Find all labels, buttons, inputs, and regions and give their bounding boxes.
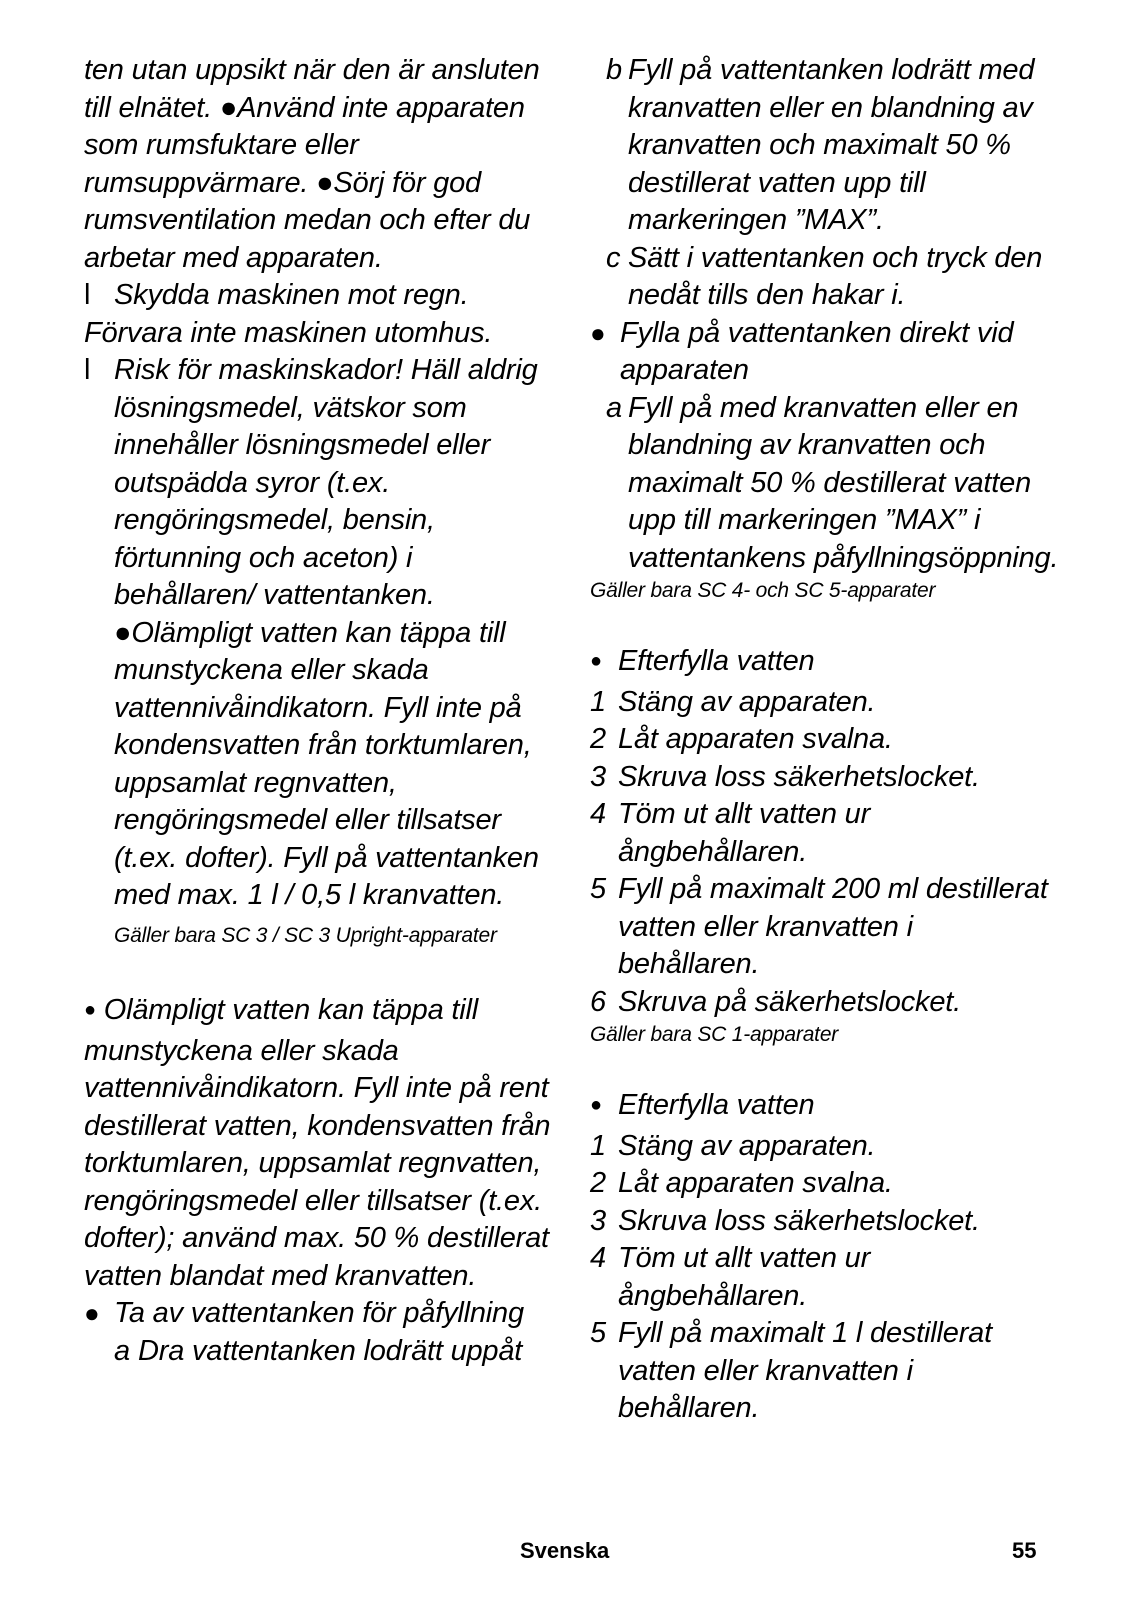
step-text: Skruva på säkerhetslocket. [618,985,961,1018]
bullet-icon: ● [590,1094,602,1116]
remove-tank-item [84,1295,554,1333]
step-row [590,759,1060,797]
sub-step-marker: a [606,391,622,424]
refill-steps [590,684,1060,1022]
bullet-icon: ● [84,1298,100,1328]
rain-item [84,277,554,315]
step-row [590,1165,1060,1203]
step-number: 5 [590,1317,606,1349]
step-text: Töm ut allt vatten ur ångbehållaren. [618,798,871,868]
step-number: 6 [590,985,606,1018]
risk-text [114,352,554,954]
direct-fill-text: Fylla på vattentanken direkt vid apparaten [620,316,1014,386]
list-marker: l [84,354,91,386]
risk-note: Gäller bara SC 3 / SC 3 Upright-apparater [114,923,497,947]
remove-tank-text: Ta av vattentanken för påfyllning [114,1297,524,1329]
bullet-icon: ● [590,317,606,348]
direct-fill-item [590,315,1060,390]
step-row [590,984,1060,1022]
risk-item [84,352,554,954]
refill-steps [590,1128,1060,1428]
safety-paragraph: ten utan uppsikt när den är ansluten till elnätet. ●Använd inte apparaten som rumsfuktare eller rumsuppvärmare. ●Sörj för god rumsventilation medan och efter du arbetar med apparaten. [84,54,540,274]
refill-heading [590,1087,1060,1128]
sub-step-text: Fyll på vattentanken lodrätt med kranvatten eller en blandning av kranvatten och maximalt 50 % destillerat vatten upp till markeringen ”MAX”. [628,54,1035,236]
step-text: Låt apparaten svalna. [618,723,893,755]
sub-step-marker: b [606,54,622,86]
rain-text: Skydda maskinen mot regn. [114,279,469,311]
refill-title: Efterfylla vatten [618,1089,815,1121]
model-note: Gäller bara SC 4- och SC 5-apparater [590,579,936,602]
sub-step-c [590,240,1060,315]
step-row [590,684,1060,722]
step-row [590,1240,1060,1315]
bullet-icon: ● [84,999,96,1021]
step-text: Fyll på maximalt 200 ml destillerat vatten eller kranvatten i behållaren. [618,873,1048,980]
water-text: Olämpligt vatten kan täppa till munstyckena eller skada vattennivåindikatorn. Fyll inte på rent destillerat vatten, kondensvatten från torktumlaren, uppsamlat regnvatten, rengöringsmedel eller tillsatser (t.ex. dofter); använd max. 50 % destillerat vatten blandat med kranvatten. [84,994,551,1292]
step-text: Stäng av apparaten. [618,685,876,718]
step-text: Låt apparaten svalna. [618,1167,893,1199]
step-number: 4 [590,798,606,830]
step-text: Töm ut allt vatten ur ångbehållaren. [618,1242,871,1312]
sub-step-b [590,52,1060,240]
step-row [590,796,1060,871]
step-row [590,1203,1060,1241]
refill-title: Efterfylla vatten [618,645,815,677]
step-number: 1 [590,1129,606,1162]
step-number: 4 [590,1242,606,1274]
step-row [590,1128,1060,1166]
list-marker: l [84,279,91,311]
step-number: 2 [590,723,606,755]
sub-step-a2 [590,390,1060,578]
sub-step-a [84,1333,554,1371]
sub-step-marker: c [606,241,621,274]
step-text: Stäng av apparaten. [618,1129,876,1162]
page-number: 55 [1012,1538,1037,1563]
step-row [590,871,1060,984]
step-text: Skruva loss säkerhetslocket. [618,760,980,793]
storage-paragraph: Förvara inte maskinen utomhus. [84,316,493,349]
step-row [590,721,1060,759]
footer-language: Svenska [520,1538,610,1563]
step-number: 1 [590,685,606,718]
sub-step-marker: a [114,1334,130,1367]
step-text: Skruva loss säkerhetslocket. [618,1204,980,1237]
sub-step-text: Sätt i vattentanken och tryck den nedåt tills den hakar i. [628,241,1043,311]
water-paragraph [84,992,554,1295]
step-number: 3 [590,1204,606,1237]
risk-body: Risk för maskinskador! Häll aldrig lösningsmedel, vätskor som innehåller lösningsmedel eller outspädda syror (t.ex. rengöringsmedel, bensin, förtunning och aceton) i behållaren/ vattentanken. ●Olämpligt vatten kan täppa till munstyckena eller skada vattennivåindikatorn. Fyll inte på kondensvatten från torktumlaren, uppsamlat regnvatten, rengöringsmedel eller tillsatser (t.ex. dofter). Fyll på vattentanken med max. 1 l / 0,5 l kranvatten. [114,354,539,911]
bullet-icon: ● [590,650,602,672]
sub-step-text: Dra vattentanken lodrätt uppåt [138,1334,523,1367]
sub-step-text: Fyll på med kranvatten eller en blandning av kranvatten och maximalt 50 % destillerat vatten upp till markeringen ”MAX” i vattentankens påfyllningsöppning. [628,391,1059,574]
left-column [84,52,554,1370]
step-row [590,1315,1060,1428]
step-number: 5 [590,873,606,905]
step-number: 2 [590,1167,606,1199]
step-text: Fyll på maximalt 1 l destillerat vatten eller kranvatten i behållaren. [618,1317,992,1424]
model-note: Gäller bara SC 1-apparater [590,1023,839,1046]
step-number: 3 [590,760,606,793]
right-column [590,52,1060,1428]
refill-heading [590,643,1060,684]
